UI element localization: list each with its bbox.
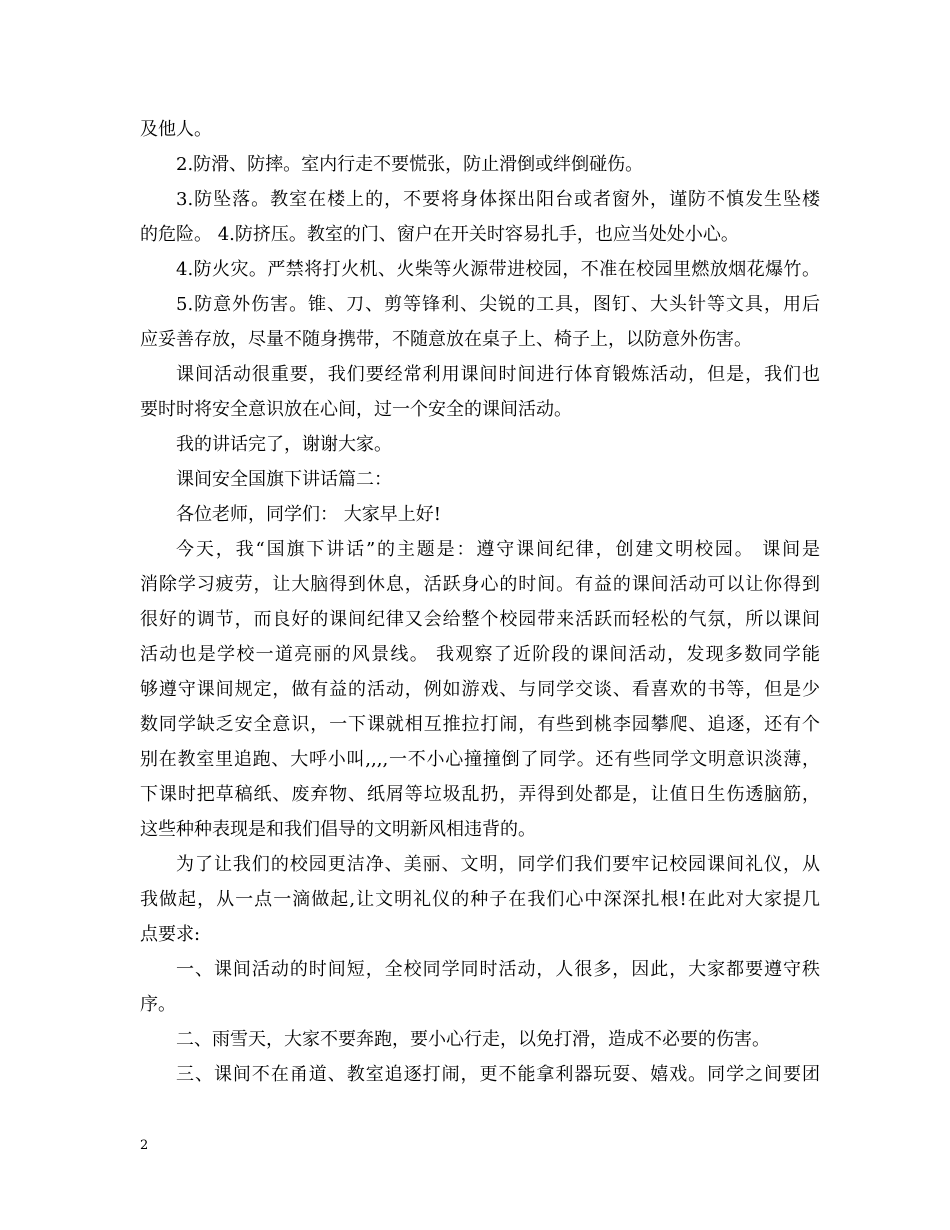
text-line: 及他人。: [140, 119, 212, 140]
text-line: 课间活动很重要，我们要经常利用课间时间进行体育锻炼活动，但是，我们也: [176, 364, 820, 385]
text-line: 别在教室里追跑、大呼小叫,,,,一不小心撞撞倒了同学。还有些同学文明意识淡薄，: [140, 749, 820, 770]
text-line: 为了让我们的校园更洁净、美丽、文明，同学们我们要牢记校园课间礼仪，从: [176, 854, 820, 875]
text-line: 应妥善存放，尽量不随身携带，不随意放在桌子上、椅子上，以防意外伤害。: [140, 329, 752, 350]
text-line: 够遵守课间规定，做有益的活动，例如游戏、与同学交谈、看喜欢的书等，但是少: [140, 679, 820, 700]
text-line: 数同学缺乏安全意识，一下课就相互推拉打闹，有些到桃李园攀爬、追逐，还有个: [140, 714, 820, 735]
text-line: 今天，我“国旗下讲话”的主题是：遵守课间纪律，创建文明校园。 课间是: [176, 539, 820, 560]
page-number: 2: [140, 1138, 149, 1153]
text-line: 三、课间不在甬道、教室追逐打闹，更不能拿利器玩耍、嬉戏。同学之间要团: [176, 1064, 820, 1085]
text-line: 序。: [140, 994, 176, 1015]
text-line: 课间安全国旗下讲话篇二：: [176, 469, 392, 490]
text-line: 点要求:: [140, 924, 201, 945]
text-line: 的危险。 4.防挤压。教室的门、窗户在开关时容易扎手，也应当处处小心。: [140, 224, 739, 245]
text-line: 4.防火灾。严禁将打火机、火柴等火源带进校园，不准在校园里燃放烟花爆竹。: [176, 259, 820, 280]
body-text: [140, 112, 820, 1092]
text-line: 各位老师，同学们： 大家早上好!: [176, 504, 441, 525]
text-line: 很好的调节，而良好的课间纪律又会给整个校园带来活跃而轻松的气氛，所以课间: [140, 609, 820, 630]
text-line: 一、课间活动的时间短，全校同学同时活动，人很多，因此，大家都要遵守秩: [176, 959, 820, 980]
text-line: 活动也是学校一道亮丽的风景线。 我观察了近阶段的课间活动，发现多数同学能: [140, 644, 820, 665]
text-line: 要时时将安全意识放在心间，过一个安全的课间活动。: [140, 399, 572, 420]
text-line: 我做起，从一点一滴做起,让文明礼仪的种子在我们心中深深扎根!在此对大家提几: [140, 889, 820, 910]
text-line: 下课时把草稿纸、废弃物、纸屑等垃圾乱扔，弄得到处都是，让值日生伤透脑筋，: [140, 784, 820, 805]
text-line: 5.防意外伤害。锥、刀、剪等锋利、尖锐的工具，图钉、大头针等文具，用后: [176, 294, 820, 315]
text-line: 这些种种表现是和我们倡导的文明新风相违背的。: [140, 819, 536, 840]
text-line: 2.防滑、防摔。室内行走不要慌张，防止滑倒或绊倒碰伤。: [176, 154, 644, 175]
text-line: 消除学习疲劳，让大脑得到休息，活跃身心的时间。有益的课间活动可以让你得到: [140, 574, 820, 595]
text-line: 二、雨雪天，大家不要奔跑，要小心行走，以免打滑，造成不必要的伤害。: [176, 1029, 770, 1050]
text-line: 我的讲话完了，谢谢大家。: [176, 434, 392, 455]
text-line: 3.防坠落。教室在楼上的，不要将身体探出阳台或者窗外，谨防不慎发生坠楼: [176, 189, 820, 210]
